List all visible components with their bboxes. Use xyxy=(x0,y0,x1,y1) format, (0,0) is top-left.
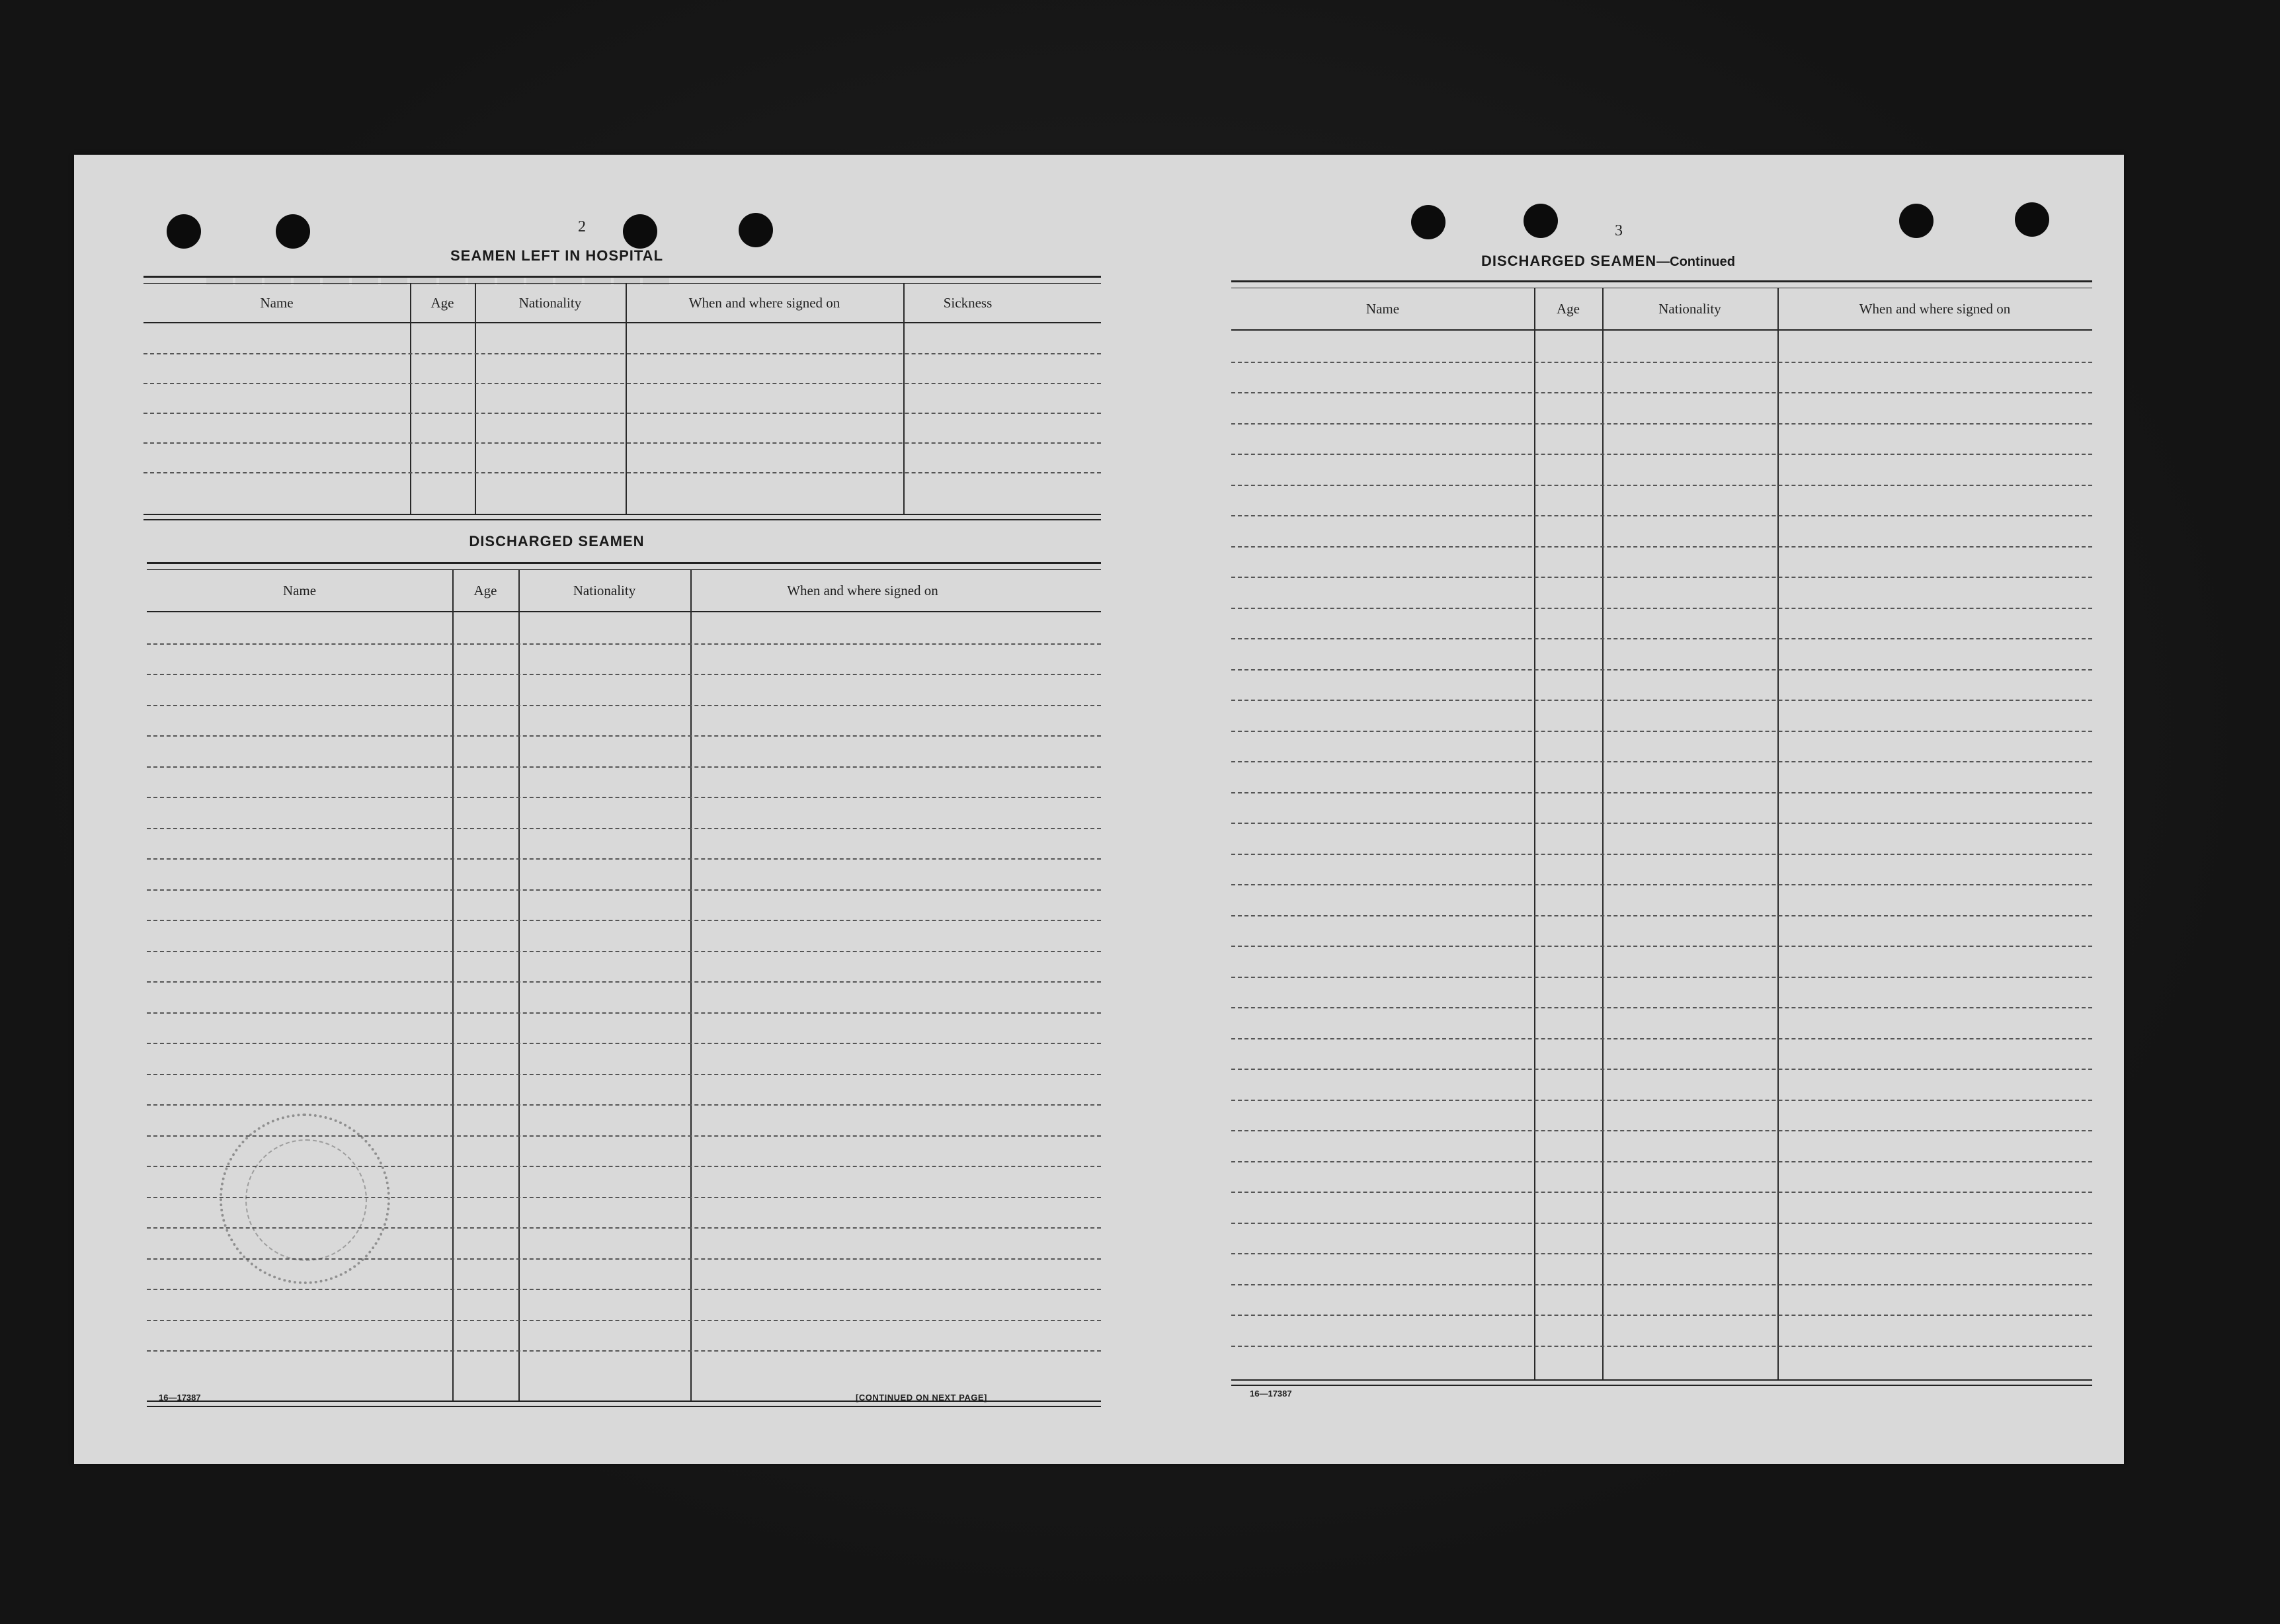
header-signed-on: When and where signed on xyxy=(1859,300,2011,317)
table-row xyxy=(147,735,1101,737)
hospital-section-title: SEAMEN LEFT IN HOSPITAL xyxy=(450,247,664,264)
header-nationality: Nationality xyxy=(518,294,582,311)
circular-stamp xyxy=(220,1114,390,1284)
bleed-through-text: ▬▬▬▬▬▬▬▬▬▬▬▬▬▬▬▬ xyxy=(206,261,672,291)
table-bottom-rule xyxy=(143,514,1101,520)
table-row xyxy=(1231,1346,2092,1347)
section-title-suffix: —Continued xyxy=(1656,255,1735,269)
table-row xyxy=(1231,1038,2092,1039)
left-page xyxy=(74,155,1106,1464)
header-sickness: Sickness xyxy=(943,294,993,311)
table-row xyxy=(147,1104,1101,1106)
column-divider xyxy=(410,284,411,515)
table-row xyxy=(1231,362,2092,363)
table-row xyxy=(147,797,1101,798)
punch-hole xyxy=(1411,205,1445,239)
discharged-section-title: DISCHARGED SEAMEN xyxy=(469,533,645,549)
header-nationality: Nationality xyxy=(1658,300,1721,317)
continued-note: [CONTINUED ON NEXT PAGE] xyxy=(856,1393,987,1402)
table-top-rule xyxy=(1231,280,2092,288)
table-top-rule xyxy=(143,276,1101,284)
table-row xyxy=(1231,669,2092,670)
discharged-continued-title xyxy=(1410,253,1807,270)
table-row xyxy=(1231,946,2092,947)
table-row xyxy=(1231,761,2092,762)
punch-hole xyxy=(276,214,310,249)
column-divider xyxy=(1777,288,1779,1379)
table-row xyxy=(147,1350,1101,1352)
table-row xyxy=(147,981,1101,983)
document-sheet xyxy=(74,155,2124,1464)
table-bottom-rule xyxy=(1231,1379,2092,1386)
table-top-rule xyxy=(147,562,1101,570)
right-page xyxy=(1106,155,2124,1464)
table-row xyxy=(147,1320,1101,1321)
table-row xyxy=(1231,392,2092,393)
table-row xyxy=(1231,1100,2092,1101)
table-row xyxy=(147,766,1101,768)
table-row xyxy=(147,1074,1101,1075)
table-row xyxy=(1231,823,2092,824)
section-title-main: DISCHARGED SEAMEN xyxy=(1481,253,1657,269)
table-row xyxy=(147,828,1101,829)
table-row xyxy=(1231,1315,2092,1316)
column-divider xyxy=(1602,288,1604,1379)
table-row xyxy=(143,353,1101,354)
header-nationality: Nationality xyxy=(573,582,636,598)
header-age: Age xyxy=(430,294,454,311)
table-row xyxy=(1231,1007,2092,1008)
table-row xyxy=(1231,1069,2092,1070)
hospital-header-row xyxy=(143,284,1101,323)
punch-hole xyxy=(1524,204,1558,238)
column-divider xyxy=(690,570,692,1402)
table-row xyxy=(147,643,1101,645)
discharged-continued-header-row xyxy=(1231,288,2092,331)
header-signed-on: When and where signed on xyxy=(688,294,840,311)
punch-hole xyxy=(623,214,657,249)
table-row xyxy=(147,1012,1101,1014)
table-row xyxy=(1231,915,2092,916)
form-code: 16—17387 xyxy=(159,1393,201,1402)
form-code: 16—17387 xyxy=(1250,1389,1292,1399)
table-row xyxy=(143,472,1101,473)
table-row xyxy=(1231,1192,2092,1193)
table-row xyxy=(147,1289,1101,1290)
table-row xyxy=(147,920,1101,921)
header-age: Age xyxy=(473,582,497,598)
punch-hole xyxy=(1899,204,1934,238)
discharged-table xyxy=(147,562,1101,1415)
header-name: Name xyxy=(1365,300,1400,317)
table-row xyxy=(1231,423,2092,425)
table-row xyxy=(147,889,1101,891)
header-age: Age xyxy=(1557,300,1580,317)
table-row xyxy=(1231,854,2092,855)
column-divider xyxy=(518,570,520,1402)
discharged-header-row xyxy=(147,570,1101,612)
table-row xyxy=(1231,1253,2092,1254)
table-row xyxy=(147,674,1101,675)
table-row xyxy=(1231,1284,2092,1285)
page-number: 2 xyxy=(578,218,586,235)
punch-hole xyxy=(2015,202,2049,237)
table-row xyxy=(1231,884,2092,885)
stamp-inner-ring xyxy=(245,1139,367,1261)
column-divider xyxy=(903,284,905,515)
table-row xyxy=(147,951,1101,952)
table-row xyxy=(1231,700,2092,701)
table-row xyxy=(143,442,1101,444)
table-row xyxy=(1231,1130,2092,1131)
table-row xyxy=(1231,977,2092,978)
table-row xyxy=(1231,577,2092,578)
table-row xyxy=(1231,731,2092,732)
column-divider xyxy=(475,284,476,515)
table-row xyxy=(1231,608,2092,609)
table-row xyxy=(1231,1161,2092,1162)
table-row xyxy=(1231,792,2092,793)
table-row xyxy=(147,1043,1101,1044)
column-divider xyxy=(626,284,627,515)
punch-hole xyxy=(739,213,773,247)
table-row xyxy=(1231,1223,2092,1224)
column-divider xyxy=(452,570,454,1402)
header-name: Name xyxy=(282,582,317,598)
table-row xyxy=(143,383,1101,384)
table-row xyxy=(1231,515,2092,516)
table-row xyxy=(1231,638,2092,639)
table-row xyxy=(1231,546,2092,548)
page-number: 3 xyxy=(1615,222,1623,239)
table-row xyxy=(1231,485,2092,486)
header-signed-on: When and where signed on xyxy=(787,582,938,598)
table-row xyxy=(143,413,1101,414)
header-name: Name xyxy=(260,294,294,311)
table-row xyxy=(147,858,1101,860)
discharged-continued-table xyxy=(1231,280,2092,1404)
table-row xyxy=(1231,454,2092,455)
table-row xyxy=(147,705,1101,706)
column-divider xyxy=(1534,288,1535,1379)
punch-hole xyxy=(167,214,201,249)
